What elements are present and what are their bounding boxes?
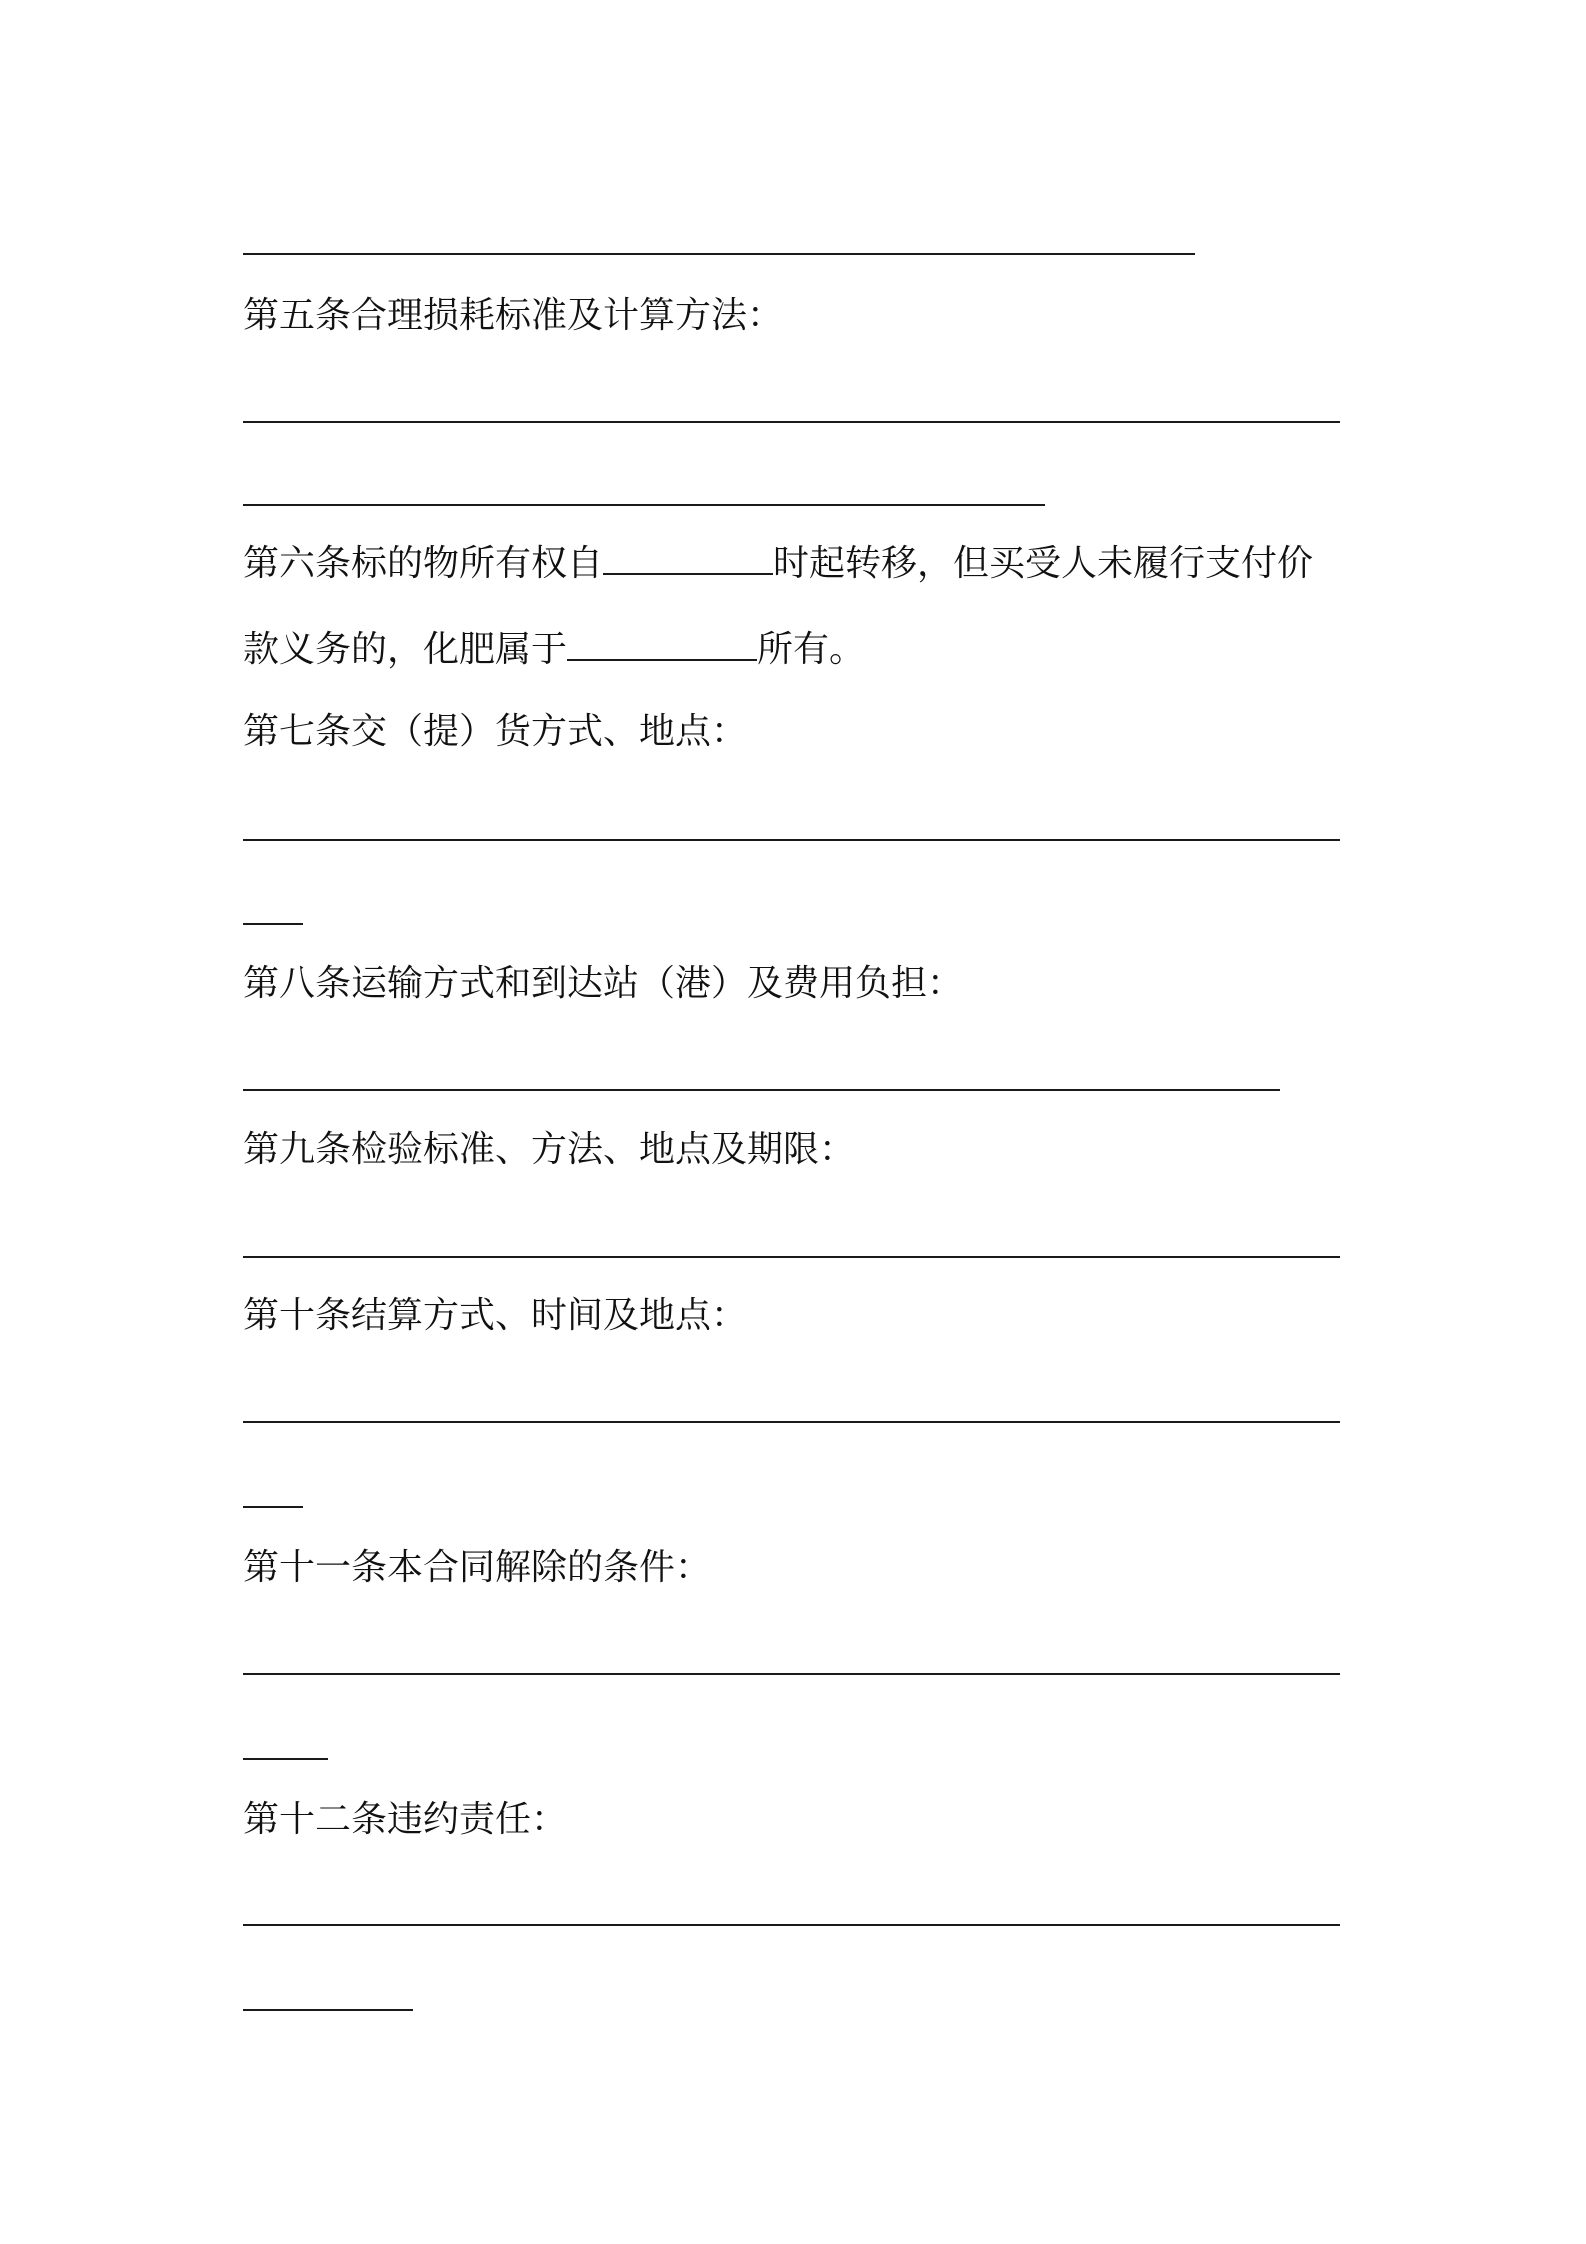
fill-line [243, 421, 1340, 423]
fill-line [243, 839, 1340, 841]
article-5-heading: 第五条合理损耗标准及计算方法： [243, 295, 784, 336]
article-7-heading: 第七条交（提）货方式、地点： [243, 711, 748, 752]
article-9-heading: 第九条检验标准、方法、地点及期限： [243, 1129, 856, 1170]
article-10-heading: 第十条结算方式、时间及地点： [243, 1295, 748, 1336]
article-8-heading: 第八条运输方式和到达站（港）及费用负担： [243, 963, 964, 1004]
article-6-line-1 [243, 540, 1313, 588]
fill-line [243, 1506, 303, 1508]
article-6-line-2 [243, 626, 865, 674]
fill-line [243, 1089, 1280, 1091]
article-11-heading: 第十一条本合同解除的条件： [243, 1547, 712, 1588]
article-6-text: 所有。 [757, 629, 866, 670]
article-6-text: 款义务的，化肥属于 [243, 629, 568, 670]
fill-line [243, 1256, 1340, 1258]
fill-line [243, 2009, 413, 2011]
fertilizer-owner-blank[interactable] [567, 629, 757, 661]
fill-line [243, 1673, 1340, 1675]
fill-line [243, 1924, 1340, 1926]
fill-line [243, 923, 303, 925]
article-12-heading: 第十二条违约责任： [243, 1799, 568, 1840]
fill-line [243, 253, 1195, 255]
article-6-text: 时起转移，但买受人未履行支付价 [773, 543, 1314, 584]
fill-line [243, 1421, 1340, 1423]
fill-line [243, 504, 1045, 506]
ownership-transfer-time-blank[interactable] [603, 543, 773, 575]
article-6-text: 第六条标的物所有权自 [243, 543, 604, 584]
fill-line [243, 1758, 328, 1760]
